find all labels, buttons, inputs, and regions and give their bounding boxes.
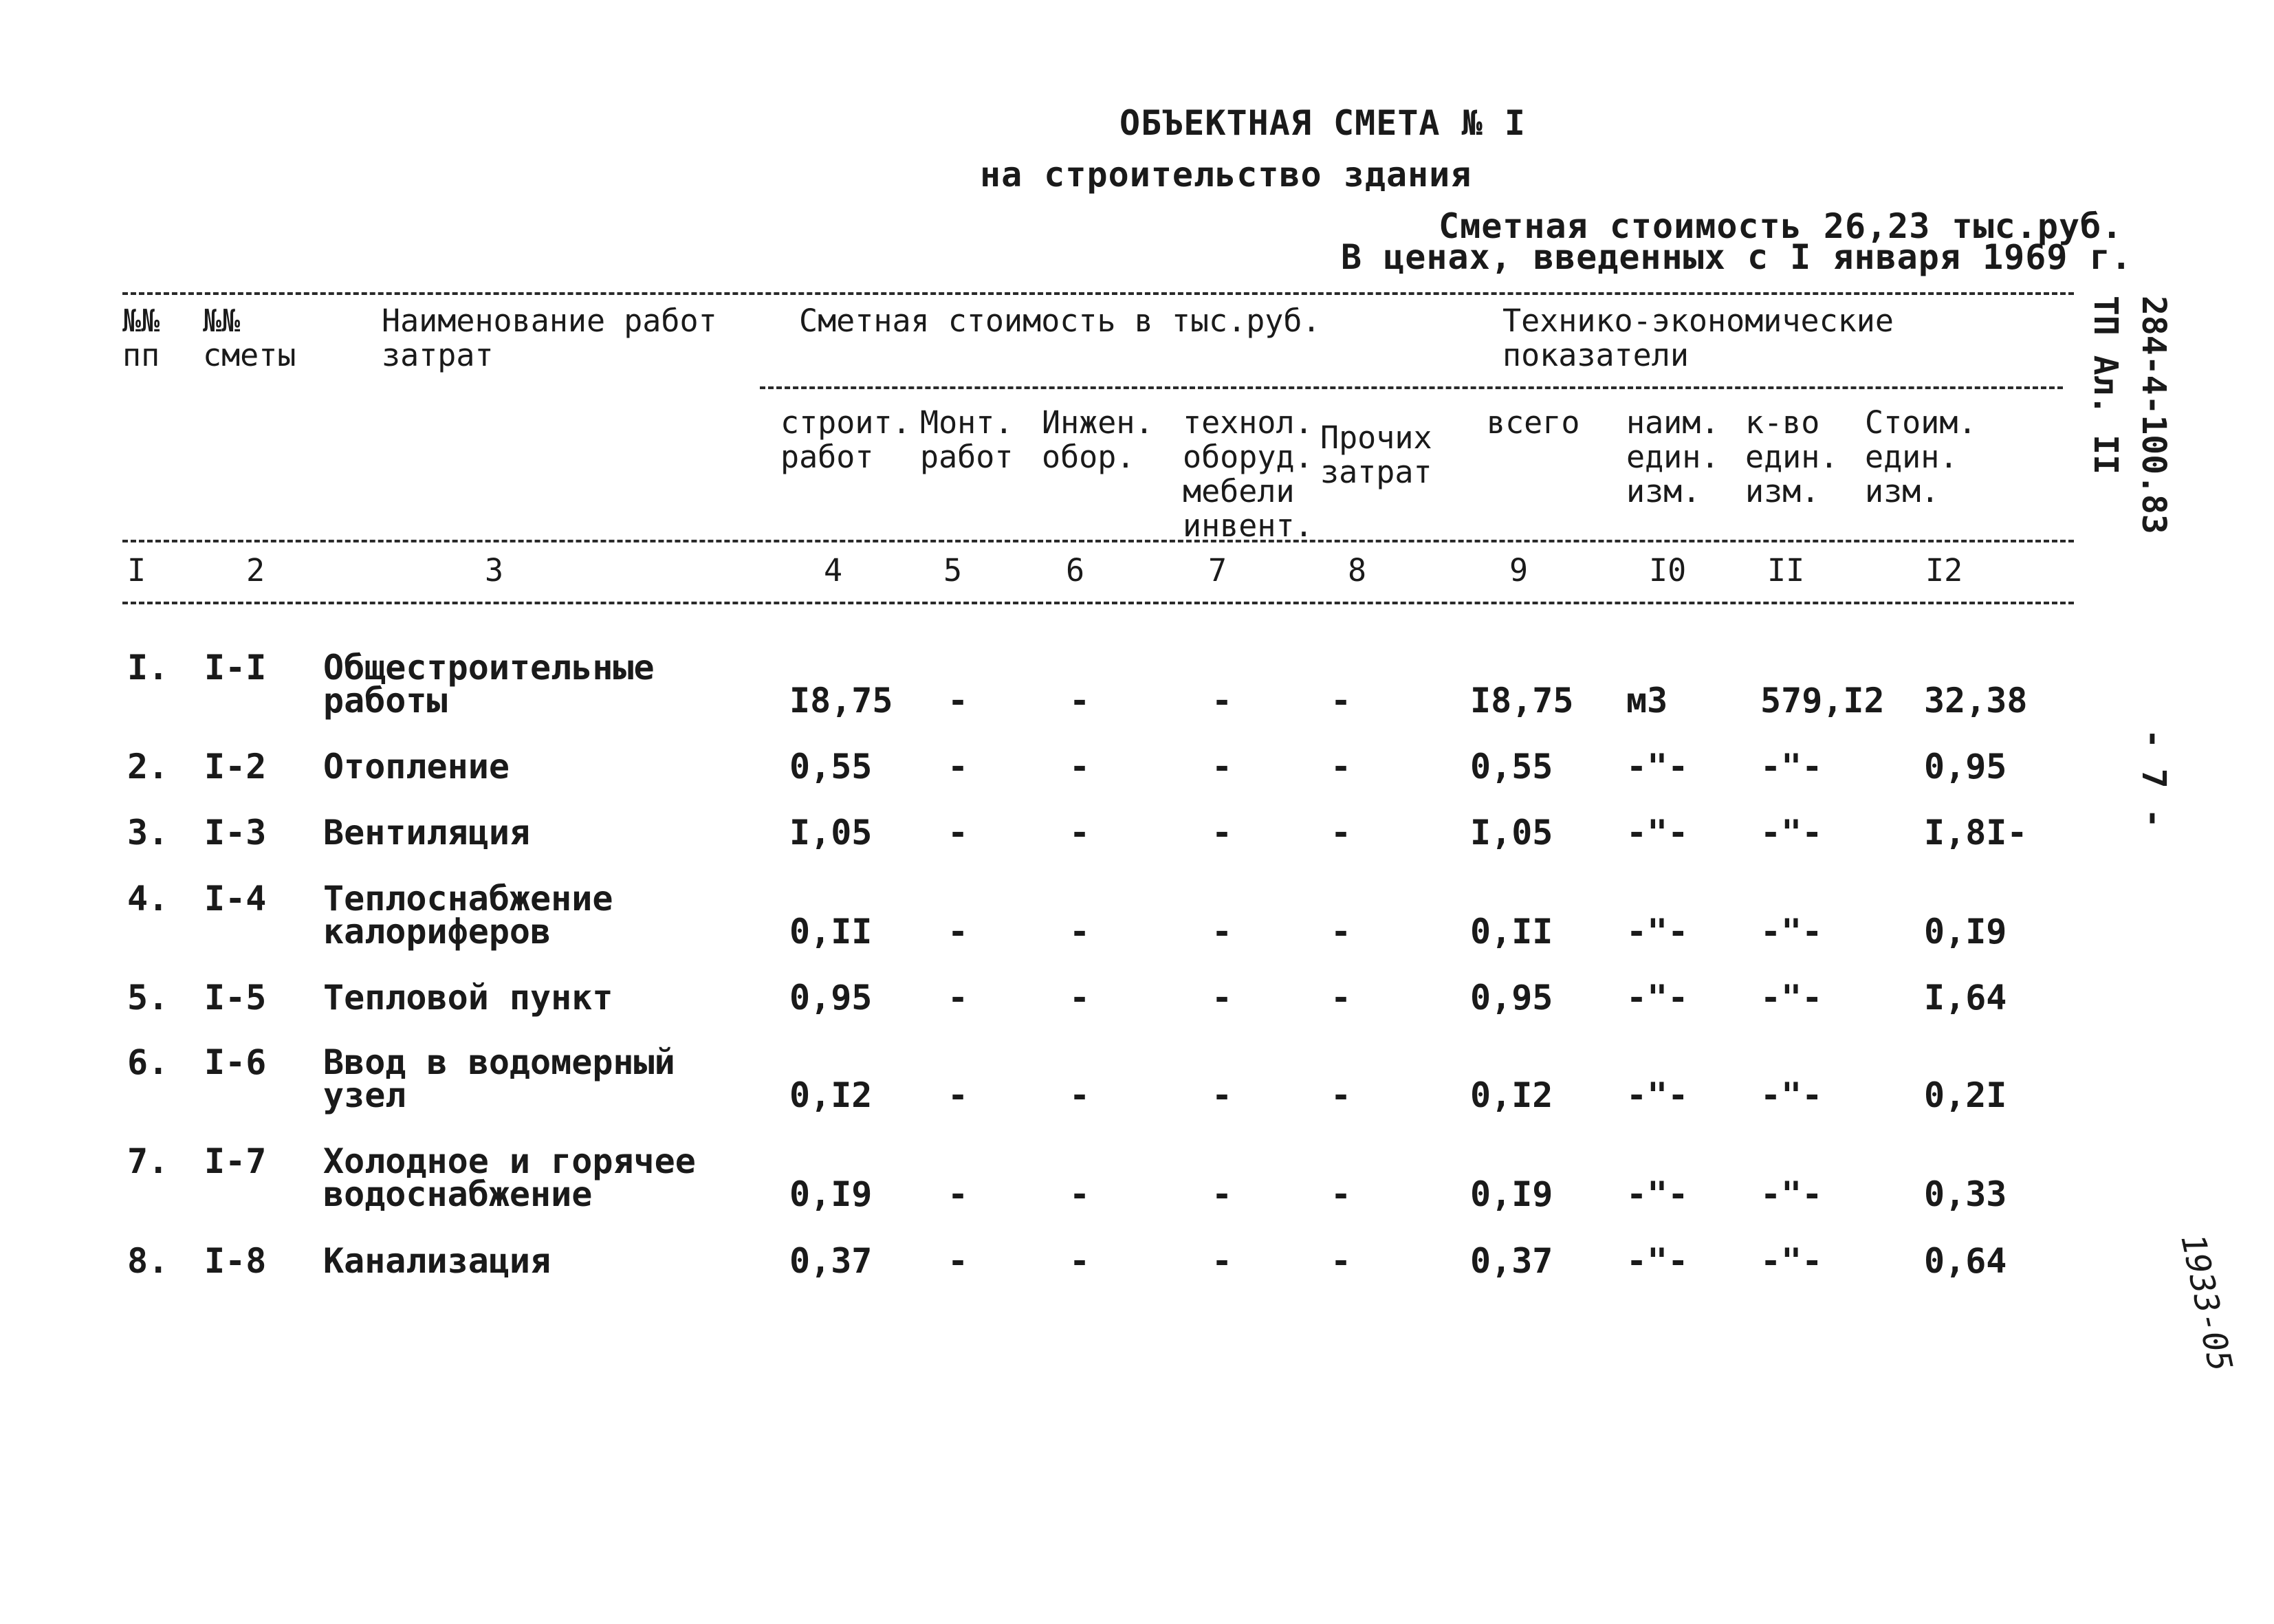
row-work-name: Общестроительные (323, 648, 655, 688)
cell-construction-cost: 0,I2 (789, 1075, 873, 1115)
cell-other-cost: - (1331, 681, 1352, 721)
cell-construction-cost: 0,I9 (789, 1174, 873, 1214)
column-number: 3 (485, 552, 504, 589)
row-number: 2. (127, 747, 169, 787)
row-estimate-number: I-4 (204, 879, 267, 919)
cell-installation-cost: - (948, 912, 969, 952)
cell-unit-cost: 0,64 (1924, 1241, 2007, 1281)
project-code-stamp: 284-4-100.83 (2134, 296, 2173, 534)
col-header-work-name: Наименование работ затрат (382, 303, 717, 373)
page-number: - 7 - (2134, 729, 2173, 829)
cell-engineering-cost: - (1069, 1075, 1091, 1115)
cell-technological-cost: - (1212, 681, 1233, 721)
cell-other-cost: - (1331, 912, 1352, 952)
col-header-unit-name: наим. един. изм. (1626, 404, 1720, 509)
cell-unit-name: -"- (1626, 912, 1689, 952)
cell-unit-quantity: -"- (1760, 978, 1823, 1018)
row-number: 7. (127, 1141, 169, 1181)
cell-engineering-cost: - (1069, 1241, 1091, 1281)
cell-installation-cost: - (948, 747, 969, 787)
cell-construction-cost: I,05 (789, 813, 873, 853)
cell-unit-cost: I,8I- (1924, 813, 2028, 853)
col-header-total: всего (1487, 404, 1580, 441)
document-title: ОБЪЕКТНАЯ СМЕТА № I (1119, 103, 1526, 143)
cell-unit-quantity: -"- (1760, 1241, 1823, 1281)
row-estimate-number: I-7 (204, 1141, 267, 1181)
table-top-rule (122, 292, 2074, 295)
cell-unit-name: -"- (1626, 978, 1689, 1018)
cell-total-cost: I8,75 (1470, 681, 1574, 721)
cell-installation-cost: - (948, 978, 969, 1018)
cell-unit-quantity: -"- (1760, 813, 1823, 853)
cell-other-cost: - (1331, 813, 1352, 853)
cell-technological-cost: - (1212, 747, 1233, 787)
cell-engineering-cost: - (1069, 912, 1091, 952)
cell-unit-cost: 0,95 (1924, 747, 2007, 787)
cell-installation-cost: - (948, 1174, 969, 1214)
cell-technological-cost: - (1212, 1241, 1233, 1281)
row-estimate-number: I-6 (204, 1042, 267, 1082)
cell-construction-cost: I8,75 (789, 681, 893, 721)
cell-engineering-cost: - (1069, 747, 1091, 787)
cell-unit-cost: I,64 (1924, 978, 2007, 1018)
col-header-installation: Монт. работ (920, 404, 1014, 475)
cell-installation-cost: - (948, 1241, 969, 1281)
cell-other-cost: - (1331, 978, 1352, 1018)
album-stamp: ТП Ал. II (2086, 296, 2125, 475)
column-number: I0 (1649, 552, 1687, 589)
cell-unit-cost: 0,I9 (1924, 912, 2007, 952)
row-work-name: Теплоснабжение (323, 879, 613, 919)
cell-unit-quantity: -"- (1760, 747, 1823, 787)
row-estimate-number: I-2 (204, 747, 267, 787)
cell-unit-name: -"- (1626, 1174, 1689, 1214)
cell-total-cost: 0,I9 (1470, 1174, 1553, 1214)
row-estimate-number: I-3 (204, 813, 267, 853)
cell-other-cost: - (1331, 1174, 1352, 1214)
cell-unit-quantity: -"- (1760, 912, 1823, 952)
cell-technological-cost: - (1212, 978, 1233, 1018)
cell-technological-cost: - (1212, 1174, 1233, 1214)
column-number: II (1767, 552, 1805, 589)
column-number: 8 (1348, 552, 1367, 589)
cell-technological-cost: - (1212, 912, 1233, 952)
column-number: 2 (246, 552, 265, 589)
group-header-tech-econ: Технико-экономические показатели (1502, 303, 1894, 373)
cell-installation-cost: - (948, 1075, 969, 1115)
cell-unit-name: -"- (1626, 747, 1689, 787)
cell-installation-cost: - (948, 681, 969, 721)
header-bottom-rule (122, 540, 2074, 542)
column-number: 9 (1509, 552, 1529, 589)
row-number: 4. (127, 879, 169, 919)
cell-total-cost: 0,37 (1470, 1241, 1553, 1281)
group-header-rule (760, 386, 2063, 389)
cell-construction-cost: 0,95 (789, 978, 873, 1018)
group-header-estimate-cost: Сметная стоимость в тыс.руб. (799, 303, 1321, 339)
row-number: 6. (127, 1042, 169, 1082)
row-estimate-number: I-8 (204, 1241, 267, 1281)
cell-technological-cost: - (1212, 1075, 1233, 1115)
row-number: 8. (127, 1241, 169, 1281)
column-number: 4 (824, 552, 843, 589)
cell-total-cost: 0,55 (1470, 747, 1553, 787)
row-work-name: Тепловой пункт (323, 978, 613, 1018)
cell-total-cost: 0,I2 (1470, 1075, 1553, 1115)
estimated-cost-line: Сметная стоимость 26,23 тыс.руб. (1439, 206, 2123, 246)
row-number: 5. (127, 978, 169, 1018)
col-header-index: №№ пп (122, 303, 160, 373)
row-work-name-cont: водоснабжение (323, 1174, 593, 1214)
cell-unit-cost: 0,33 (1924, 1174, 2007, 1214)
cell-installation-cost: - (948, 813, 969, 853)
cell-engineering-cost: - (1069, 978, 1091, 1018)
cell-unit-quantity: -"- (1760, 1075, 1823, 1115)
cell-unit-quantity: 579,I2 (1760, 681, 1885, 721)
column-number: 5 (943, 552, 963, 589)
col-header-engineering: Инжен. обор. (1042, 404, 1154, 475)
col-header-unit-quantity: к-во един. изм. (1745, 404, 1839, 509)
cell-other-cost: - (1331, 1075, 1352, 1115)
cell-unit-name: м3 (1626, 681, 1668, 721)
cell-unit-quantity: -"- (1760, 1174, 1823, 1214)
cell-construction-cost: 0,55 (789, 747, 873, 787)
row-work-name: Ввод в водомерный (323, 1042, 675, 1082)
row-work-name: Канализация (323, 1241, 551, 1281)
row-work-name-cont: работы (323, 681, 448, 721)
col-header-technological: технол. оборуд. мебели инвент. (1183, 404, 1313, 544)
cell-engineering-cost: - (1069, 681, 1091, 721)
row-work-name: Холодное и горячее (323, 1141, 696, 1181)
column-number: 7 (1208, 552, 1227, 589)
price-basis-line: В ценах, введенных с I января 1969 г. (1341, 237, 2132, 277)
cell-engineering-cost: - (1069, 1174, 1091, 1214)
cell-unit-cost: 0,2I (1924, 1075, 2007, 1115)
cell-total-cost: 0,II (1470, 912, 1553, 952)
row-estimate-number: I-5 (204, 978, 267, 1018)
cell-unit-name: -"- (1626, 1241, 1689, 1281)
row-number: I. (127, 648, 169, 688)
col-header-estimate-no: №№ сметы (203, 303, 296, 373)
column-number: 6 (1066, 552, 1085, 589)
cell-construction-cost: 0,II (789, 912, 873, 952)
column-number: I (127, 552, 146, 589)
row-estimate-number: I-I (204, 648, 267, 688)
document-subtitle: на строительство здания (980, 155, 1472, 195)
cell-unit-name: -"- (1626, 813, 1689, 853)
cell-other-cost: - (1331, 747, 1352, 787)
cell-unit-name: -"- (1626, 1075, 1689, 1115)
cell-other-cost: - (1331, 1241, 1352, 1281)
row-work-name-cont: калориферов (323, 912, 551, 952)
cell-technological-cost: - (1212, 813, 1233, 853)
row-number: 3. (127, 813, 169, 853)
row-work-name-cont: узел (323, 1075, 406, 1115)
cell-total-cost: 0,95 (1470, 978, 1553, 1018)
row-work-name: Вентиляция (323, 813, 531, 853)
col-header-unit-cost: Стоим. един. изм. (1865, 404, 1977, 509)
cell-unit-cost: 32,38 (1924, 681, 2028, 721)
col-header-other: Прочих затрат (1320, 419, 1432, 490)
col-header-construction: строит. работ (780, 404, 911, 475)
cell-total-cost: I,05 (1470, 813, 1553, 853)
cell-construction-cost: 0,37 (789, 1241, 873, 1281)
column-number-rule (122, 602, 2074, 604)
column-number: I2 (1925, 552, 1963, 589)
row-work-name: Отопление (323, 747, 510, 787)
handwritten-number: 1933-05 (2173, 1231, 2240, 1375)
cell-engineering-cost: - (1069, 813, 1091, 853)
